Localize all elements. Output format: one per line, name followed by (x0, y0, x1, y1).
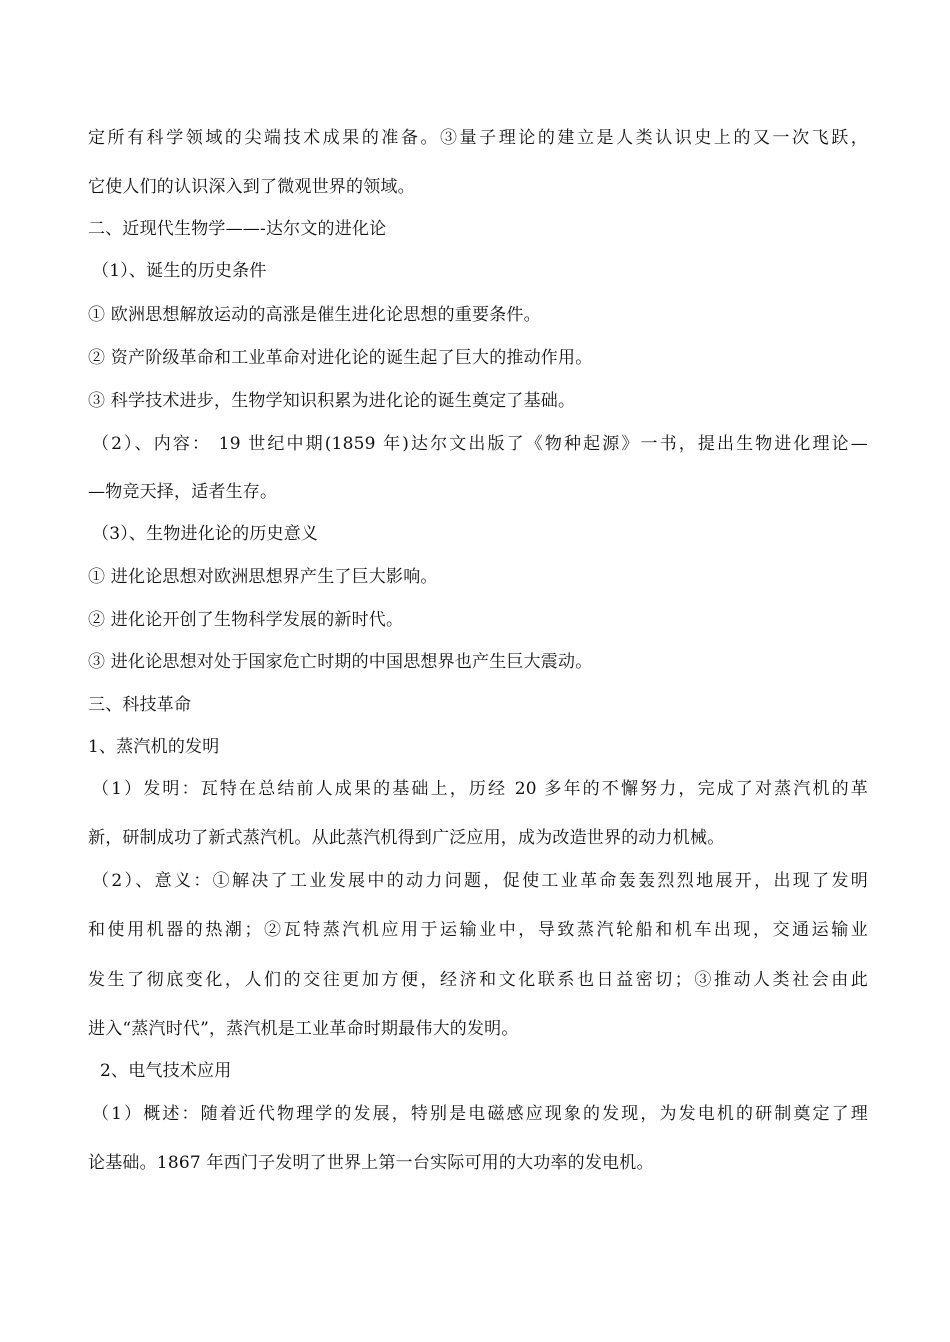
paragraph-content-line-1: （2）、内容： 19 世纪中期(1859 年)达尔文出版了《物种起源》一书，提出生物进化理论— (92, 434, 868, 454)
list-item-significance-3: ③ 进化论思想对处于国家危亡时期的中国思想界也产生巨大震动。 (88, 652, 593, 672)
text-line-microscopic-world: 它使人们的认识深入到了微观世界的领域。 (88, 177, 415, 197)
subheading-steam-engine: 1、蒸汽机的发明 (88, 737, 220, 757)
paragraph-overview-line-1: （1）概述：随着近代物理学的发展，特别是电磁感应现象的发现，为发电机的研制奠定了理 (92, 1104, 868, 1124)
paragraph-meaning-line-3: 发生了彻底变化，人们的交往更加方便，经济和文化联系也日益密切；③推动人类社会由此 (88, 970, 868, 990)
list-item-condition-2: ② 资产阶级革命和工业革命对进化论的诞生起了巨大的推动作用。 (88, 348, 593, 368)
section-heading-darwin-evolution: 二、近现代生物学——-达尔文的进化论 (88, 219, 387, 239)
section-heading-tech-revolution: 三、科技革命 (88, 695, 192, 715)
paragraph-meaning-line-2: 和使用机器的热潮；②瓦特蒸汽机应用于运输业中，导致蒸汽轮船和机车出现，交通运输业 (88, 920, 868, 940)
subheading-historical-significance: （3）、生物进化论的历史意义 (92, 524, 319, 544)
paragraph-content-line-2: —物竞天择，适者生存。 (88, 482, 278, 502)
subheading-historical-conditions: （1）、诞生的历史条件 (92, 261, 267, 281)
paragraph-invention-line-2: 新，研制成功了新式蒸汽机。从此蒸汽机得到广泛应用，成为改造世界的动力机械。 (88, 828, 725, 848)
list-item-condition-1: ① 欧洲思想解放运动的高涨是催生进化论思想的重要条件。 (88, 305, 541, 325)
list-item-condition-3: ③ 科学技术进步，生物学知识积累为进化论的诞生奠定了基础。 (88, 391, 576, 411)
paragraph-meaning-line-1: （2）、意义：①解决了工业发展中的动力问题，促使工业革命轰轰烈烈地展开，出现了发明 (92, 871, 868, 891)
list-item-significance-2: ② 进化论开创了生物科学发展的新时代。 (88, 610, 404, 630)
paragraph-invention-line-1: （1）发明：瓦特在总结前人成果的基础上，历经 20 多年的不懈努力，完成了对蒸汽机的革 (92, 779, 868, 799)
subheading-electric-technology: 2、电气技术应用 (100, 1061, 232, 1081)
text-line-quantum-theory: 定所有科学领域的尖端技术成果的准备。③量子理论的建立是人类认识史上的又一次飞跃， (88, 128, 868, 148)
paragraph-meaning-line-4: 进入“蒸汽时代”，蒸汽机是工业革命时期最伟大的发明。 (88, 1019, 519, 1039)
paragraph-overview-line-2: 论基础。1867 年西门子发明了世界上第一台实际可用的大功率的发电机。 (88, 1153, 654, 1173)
list-item-significance-1: ① 进化论思想对欧洲思想界产生了巨大影响。 (88, 567, 438, 587)
